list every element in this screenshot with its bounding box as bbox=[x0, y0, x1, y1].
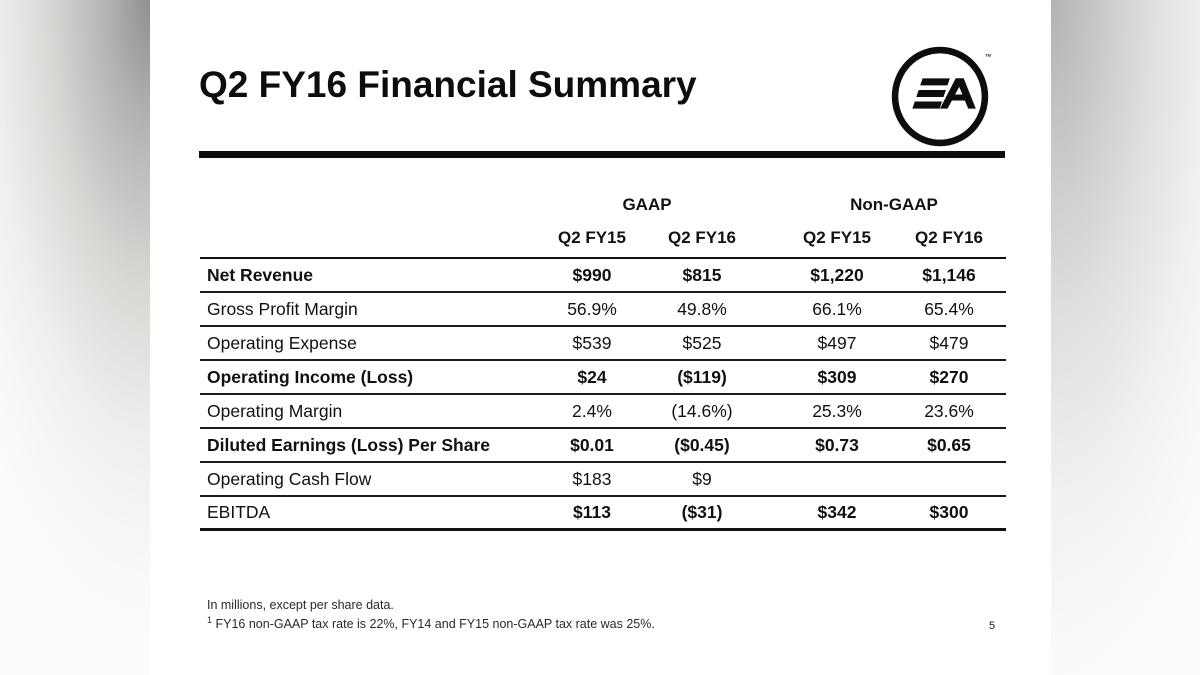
cell-value: $525 bbox=[682, 332, 722, 353]
letterbox-gradient-left bbox=[0, 0, 151, 675]
cell-value: $0.65 bbox=[927, 434, 971, 455]
table-row-operating-cash-flow bbox=[200, 463, 1006, 497]
cell-value: $0.01 bbox=[570, 434, 614, 455]
cell-value: $270 bbox=[929, 366, 969, 387]
group-header-gaap: GAAP bbox=[622, 195, 672, 214]
cell-value: $342 bbox=[817, 502, 857, 522]
title-underline-rule bbox=[199, 151, 1005, 158]
table-row-diluted-eps bbox=[200, 429, 1006, 463]
cell-value: 25.3% bbox=[812, 400, 862, 421]
cell-value: $0.73 bbox=[815, 434, 859, 455]
cell-value: 56.9% bbox=[567, 298, 617, 319]
footnote-units: In millions, except per share data. bbox=[207, 598, 394, 612]
cell-value: 23.6% bbox=[924, 400, 974, 421]
cell-value: $539 bbox=[572, 332, 612, 353]
cell-value: 66.1% bbox=[812, 298, 862, 319]
cell-value: 65.4% bbox=[924, 298, 974, 319]
table-row-ebitda bbox=[200, 497, 1006, 531]
cell-value: 49.8% bbox=[677, 298, 727, 319]
group-header-non-gaap: Non-GAAP bbox=[850, 195, 938, 214]
cell-value: $309 bbox=[817, 366, 857, 387]
column-group-header-row bbox=[200, 189, 1006, 221]
footnote-text: FY16 non-GAAP tax rate is 22%, FY14 and FY15 non-GAAP tax rate was 25%. bbox=[212, 617, 655, 632]
cell-value: $9 bbox=[692, 468, 712, 489]
column-header-row bbox=[200, 221, 1006, 259]
cell-value: $1,146 bbox=[922, 264, 976, 285]
row-label: Operating Cash Flow bbox=[207, 468, 372, 489]
column-header-nongaap-q2fy15: Q2 FY15 bbox=[802, 228, 872, 247]
cell-value: $183 bbox=[572, 468, 612, 489]
column-header-gaap-q2fy16: Q2 FY16 bbox=[667, 228, 737, 247]
cell-value: ($31) bbox=[681, 502, 723, 522]
column-header-gaap-q2fy15: Q2 FY15 bbox=[557, 228, 627, 247]
row-label: Operating Expense bbox=[207, 332, 357, 353]
row-label: Diluted Earnings (Loss) Per Share bbox=[207, 434, 490, 455]
letterbox-gradient-right bbox=[1051, 0, 1200, 675]
cell-value: $300 bbox=[929, 502, 969, 522]
table-row-operating-expense bbox=[200, 327, 1006, 361]
row-label: EBITDA bbox=[207, 502, 271, 522]
slide-title: Q2 FY16 Financial Summary bbox=[199, 64, 697, 105]
footnote-tax-rate bbox=[207, 615, 655, 631]
cell-value: $1,220 bbox=[810, 264, 864, 285]
financial-summary-table bbox=[200, 189, 1006, 531]
table-row-operating-margin bbox=[200, 395, 1006, 429]
table-row-gross-profit-margin bbox=[200, 293, 1006, 327]
cell-value: $815 bbox=[682, 264, 722, 285]
trademark-symbol: ™ bbox=[984, 54, 992, 62]
footnote-superscript: 1 bbox=[207, 615, 213, 625]
row-label: Gross Profit Margin bbox=[207, 298, 358, 319]
ea-logo-icon bbox=[890, 44, 992, 148]
column-header-nongaap-q2fy16: Q2 FY16 bbox=[914, 228, 984, 247]
page-number: 5 bbox=[988, 620, 996, 632]
cell-value: ($119) bbox=[677, 366, 727, 387]
row-label: Operating Margin bbox=[207, 400, 343, 421]
cell-value: $24 bbox=[577, 366, 607, 387]
table-row-net-revenue bbox=[200, 259, 1006, 293]
cell-value: $990 bbox=[572, 264, 612, 285]
row-label: Net Revenue bbox=[207, 264, 314, 285]
presentation-slide bbox=[150, 0, 1051, 675]
cell-value: $497 bbox=[817, 332, 857, 353]
table-row-operating-income bbox=[200, 361, 1006, 395]
cell-value: (14.6%) bbox=[671, 400, 733, 421]
row-label: Operating Income (Loss) bbox=[207, 366, 414, 387]
cell-value: $479 bbox=[929, 332, 969, 353]
cell-value: ($0.45) bbox=[674, 434, 730, 455]
cell-value: 2.4% bbox=[572, 400, 612, 421]
cell-value: $113 bbox=[573, 502, 611, 522]
